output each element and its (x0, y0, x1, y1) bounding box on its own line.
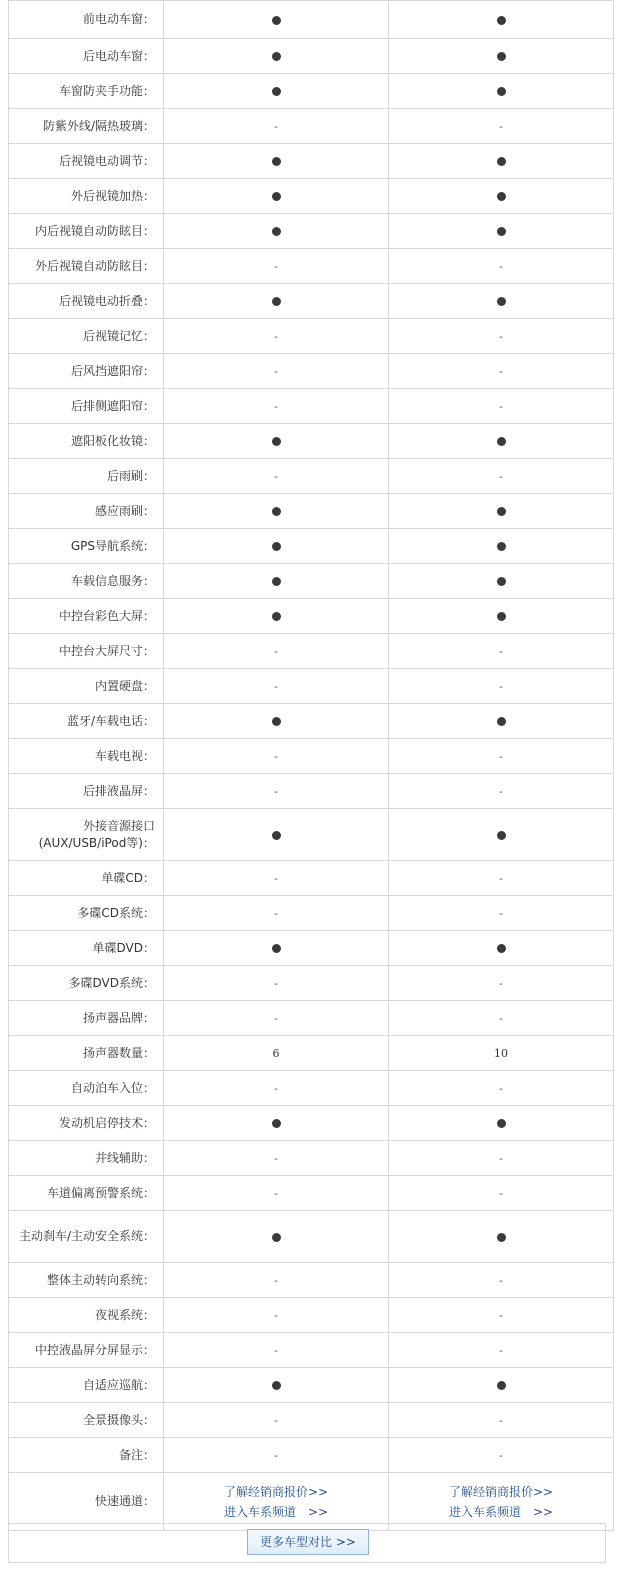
spec-row (9, 931, 614, 966)
spec-row (9, 39, 614, 74)
not-available-mark: - (499, 365, 503, 378)
standard-equipped-icon (272, 16, 281, 25)
not-available-mark: - (274, 1309, 278, 1322)
standard-equipped-icon (272, 437, 281, 446)
not-available-mark: - (499, 977, 503, 990)
standard-equipped-icon (497, 612, 506, 621)
standard-equipped-icon (272, 52, 281, 61)
spec-value-model-2 (389, 74, 614, 109)
standard-equipped-icon (497, 52, 506, 61)
not-available-mark: - (274, 750, 278, 763)
spec-value-model-2 (389, 704, 614, 739)
standard-equipped-icon (272, 944, 281, 953)
standard-equipped-icon (272, 157, 281, 166)
not-available-mark: - (499, 1187, 503, 1200)
spec-row (9, 896, 614, 931)
spec-value-model-1 (164, 669, 389, 704)
not-available-mark: - (499, 907, 503, 920)
not-available-mark: - (274, 1449, 278, 1462)
spec-value-model-2 (389, 1368, 614, 1403)
spec-value-model-1 (164, 179, 389, 214)
spec-value-model-2 (389, 1071, 614, 1106)
spec-value-model-2 (389, 1403, 614, 1438)
standard-equipped-icon (497, 577, 506, 586)
spec-value-model-1 (164, 1368, 389, 1403)
spec-label: 自动泊车入位： (9, 1071, 164, 1106)
spec-number: 10 (494, 1047, 508, 1060)
spec-label: 遮阳板化妆镜： (9, 424, 164, 459)
dealer-price-link[interactable]: 了解经销商报价>> (223, 1484, 329, 1499)
spec-label: 多碟CD系统： (9, 896, 164, 931)
not-available-mark: - (499, 1344, 503, 1357)
spec-value-model-1 (164, 564, 389, 599)
quick-access-row (9, 1473, 614, 1531)
spec-value-model-1 (164, 109, 389, 144)
standard-equipped-icon (272, 297, 281, 306)
spec-row (9, 1438, 614, 1473)
spec-row (9, 1263, 614, 1298)
spec-label: 后电动车窗： (9, 39, 164, 74)
not-available-mark: - (274, 680, 278, 693)
spec-value-model-1 (164, 739, 389, 774)
spec-label: 单碟DVD： (9, 931, 164, 966)
spec-row (9, 389, 614, 424)
spec-label: 外接音源接口(AUX/USB/iPod等)： (9, 809, 164, 861)
standard-equipped-icon (272, 831, 281, 840)
spec-value-model-2 (389, 284, 614, 319)
spec-label: 后风挡遮阳帘： (9, 354, 164, 389)
standard-equipped-icon (272, 227, 281, 236)
spec-label: 中控台大屏尺寸： (9, 634, 164, 669)
spec-row (9, 1071, 614, 1106)
not-available-mark: - (274, 1344, 278, 1357)
not-available-mark: - (499, 1082, 503, 1095)
spec-value-model-2 (389, 1438, 614, 1473)
not-available-mark: - (274, 470, 278, 483)
spec-label: 主动刹车/主动安全系统： (9, 1211, 164, 1263)
standard-equipped-icon (272, 192, 281, 201)
spec-body (9, 1, 614, 1473)
not-available-mark: - (274, 907, 278, 920)
spec-value-model-2 (389, 1263, 614, 1298)
spec-row (9, 809, 614, 861)
spec-value-model-2 (389, 599, 614, 634)
quick-links-model-1 (164, 1473, 389, 1531)
standard-equipped-icon (272, 1381, 281, 1390)
spec-value-model-1 (164, 214, 389, 249)
spec-row (9, 774, 614, 809)
standard-equipped-icon (272, 612, 281, 621)
not-available-mark: - (274, 645, 278, 658)
not-available-mark: - (274, 1187, 278, 1200)
spec-value-model-2 (389, 896, 614, 931)
spec-label: 后视镜记忆： (9, 319, 164, 354)
spec-row (9, 459, 614, 494)
standard-equipped-icon (272, 542, 281, 551)
spec-value-model-1 (164, 1403, 389, 1438)
spec-row (9, 109, 614, 144)
standard-equipped-icon (497, 944, 506, 953)
spec-value-model-2 (389, 1106, 614, 1141)
spec-row (9, 1001, 614, 1036)
compare-footer (8, 1523, 606, 1563)
spec-label: 单碟CD： (9, 861, 164, 896)
spec-row (9, 669, 614, 704)
spec-row (9, 1176, 614, 1211)
spec-row (9, 1, 614, 39)
spec-value-model-1 (164, 319, 389, 354)
spec-label: 扬声器数量： (9, 1036, 164, 1071)
spec-value-model-1 (164, 529, 389, 564)
spec-row (9, 966, 614, 1001)
spec-value-model-2 (389, 319, 614, 354)
spec-value-model-2 (389, 809, 614, 861)
spec-label: 车载信息服务： (9, 564, 164, 599)
standard-equipped-icon (272, 87, 281, 96)
not-available-mark: - (499, 1012, 503, 1025)
spec-label: 发动机启停技术： (9, 1106, 164, 1141)
spec-value-model-1 (164, 1106, 389, 1141)
spec-value-model-2 (389, 529, 614, 564)
spec-value-model-2 (389, 144, 614, 179)
more-models-compare-button[interactable]: 更多车型对比 >> (247, 1529, 369, 1555)
spec-label: 并线辅助： (9, 1141, 164, 1176)
spec-value-model-2 (389, 1, 614, 39)
not-available-mark: - (274, 1414, 278, 1427)
spec-value-model-1 (164, 1071, 389, 1106)
standard-equipped-icon (272, 1233, 281, 1242)
series-channel-link[interactable]: 进入车系频道 >> (448, 1504, 554, 1519)
not-available-mark: - (499, 120, 503, 133)
quick-access-label: 快速通道： (9, 1473, 164, 1531)
standard-equipped-icon (497, 542, 506, 551)
spec-label: 外后视镜加热： (9, 179, 164, 214)
spec-value-model-1 (164, 599, 389, 634)
not-available-mark: - (499, 470, 503, 483)
spec-label: 后雨刷： (9, 459, 164, 494)
not-available-mark: - (499, 1274, 503, 1287)
not-available-mark: - (499, 1309, 503, 1322)
spec-label: 防紫外线/隔热玻璃： (9, 109, 164, 144)
not-available-mark: - (274, 1012, 278, 1025)
spec-label: 蓝牙/车载电话： (9, 704, 164, 739)
spec-row (9, 529, 614, 564)
standard-equipped-icon (272, 577, 281, 586)
spec-label: 车窗防夹手功能： (9, 74, 164, 109)
spec-value-model-2 (389, 564, 614, 599)
not-available-mark: - (274, 977, 278, 990)
standard-equipped-icon (497, 192, 506, 201)
quick-links-model-2 (389, 1473, 614, 1531)
spec-value-model-1 (164, 1176, 389, 1211)
spec-label: 后视镜电动调节： (9, 144, 164, 179)
spec-value-model-2 (389, 389, 614, 424)
spec-value-model-2 (389, 1001, 614, 1036)
spec-value-model-2 (389, 1211, 614, 1263)
standard-equipped-icon (497, 297, 506, 306)
not-available-mark: - (499, 645, 503, 658)
not-available-mark: - (499, 785, 503, 798)
spec-row (9, 704, 614, 739)
spec-value-model-1 (164, 1333, 389, 1368)
standard-equipped-icon (497, 227, 506, 236)
not-available-mark: - (274, 330, 278, 343)
spec-value-model-1 (164, 634, 389, 669)
spec-row (9, 144, 614, 179)
spec-label: 扬声器品牌： (9, 1001, 164, 1036)
spec-number: 6 (272, 1047, 280, 1060)
spec-label: 全景摄像头： (9, 1403, 164, 1438)
spec-value-model-1 (164, 249, 389, 284)
spec-value-model-2 (389, 494, 614, 529)
spec-value-model-2 (389, 861, 614, 896)
spec-row (9, 284, 614, 319)
spec-label: 多碟DVD系统： (9, 966, 164, 1001)
spec-label: 车道偏离预警系统： (9, 1176, 164, 1211)
spec-value-model-1 (164, 809, 389, 861)
spec-value-model-1 (164, 931, 389, 966)
spec-value-model-2 (389, 39, 614, 74)
spec-value-model-1 (164, 704, 389, 739)
spec-row (9, 1211, 614, 1263)
spec-row (9, 424, 614, 459)
spec-value-model-2 (389, 1176, 614, 1211)
spec-row (9, 634, 614, 669)
spec-label: 后排侧遮阳帘： (9, 389, 164, 424)
spec-value-model-2 (389, 1333, 614, 1368)
spec-label: 感应雨刷： (9, 494, 164, 529)
not-available-mark: - (499, 1152, 503, 1165)
spec-label: GPS导航系统： (9, 529, 164, 564)
spec-label: 后排液晶屏： (9, 774, 164, 809)
standard-equipped-icon (272, 1119, 281, 1128)
spec-value-model-2 (389, 739, 614, 774)
spec-table (8, 0, 614, 1531)
spec-value-model-2 (389, 669, 614, 704)
not-available-mark: - (499, 1414, 503, 1427)
spec-label: 车载电视： (9, 739, 164, 774)
spec-row (9, 1333, 614, 1368)
not-available-mark: - (274, 785, 278, 798)
spec-value-model-1 (164, 966, 389, 1001)
spec-value-model-2 (389, 459, 614, 494)
spec-row (9, 494, 614, 529)
spec-row (9, 319, 614, 354)
spec-value-model-2 (389, 931, 614, 966)
standard-equipped-icon (272, 507, 281, 516)
spec-value-model-1 (164, 424, 389, 459)
not-available-mark: - (499, 330, 503, 343)
spec-row (9, 1141, 614, 1176)
standard-equipped-icon (497, 1381, 506, 1390)
standard-equipped-icon (497, 717, 506, 726)
standard-equipped-icon (497, 507, 506, 516)
spec-value-model-1 (164, 1, 389, 39)
spec-value-model-2 (389, 214, 614, 249)
spec-row (9, 1106, 614, 1141)
not-available-mark: - (499, 260, 503, 273)
spec-value-model-2 (389, 634, 614, 669)
spec-value-model-1 (164, 389, 389, 424)
spec-row (9, 214, 614, 249)
spec-row (9, 1036, 614, 1071)
standard-equipped-icon (497, 157, 506, 166)
spec-value-model-1 (164, 861, 389, 896)
spec-value-model-2 (389, 424, 614, 459)
spec-value-model-2 (389, 249, 614, 284)
spec-value-model-1 (164, 896, 389, 931)
quick-access-section (9, 1473, 614, 1531)
series-channel-link[interactable]: 进入车系频道 >> (223, 1504, 329, 1519)
spec-label: 备注： (9, 1438, 164, 1473)
spec-row (9, 599, 614, 634)
spec-row (9, 1368, 614, 1403)
standard-equipped-icon (497, 1233, 506, 1242)
spec-value-model-1 (164, 774, 389, 809)
spec-row (9, 249, 614, 284)
not-available-mark: - (274, 1152, 278, 1165)
not-available-mark: - (274, 1274, 278, 1287)
spec-label: 外后视镜自动防眩目： (9, 249, 164, 284)
spec-label: 后视镜电动折叠： (9, 284, 164, 319)
not-available-mark: - (499, 1449, 503, 1462)
spec-label: 整体主动转向系统： (9, 1263, 164, 1298)
standard-equipped-icon (497, 831, 506, 840)
spec-label: 中控台彩色大屏： (9, 599, 164, 634)
spec-value-model-1 (164, 1141, 389, 1176)
spec-value-model-1 (164, 1001, 389, 1036)
not-available-mark: - (274, 400, 278, 413)
spec-row (9, 861, 614, 896)
spec-value-model-1 (164, 459, 389, 494)
spec-value-model-1 (164, 284, 389, 319)
standard-equipped-icon (497, 1119, 506, 1128)
not-available-mark: - (274, 872, 278, 885)
spec-value-model-2 (389, 774, 614, 809)
not-available-mark: - (499, 872, 503, 885)
not-available-mark: - (274, 260, 278, 273)
standard-equipped-icon (497, 87, 506, 96)
standard-equipped-icon (497, 437, 506, 446)
spec-row (9, 1298, 614, 1333)
spec-value-model-1 (164, 494, 389, 529)
spec-row (9, 739, 614, 774)
not-available-mark: - (274, 1082, 278, 1095)
spec-row (9, 179, 614, 214)
spec-value-model-2 (389, 1298, 614, 1333)
not-available-mark: - (274, 365, 278, 378)
spec-label: 前电动车窗： (9, 1, 164, 39)
spec-value-model-1 (164, 1298, 389, 1333)
spec-label: 中控液晶屏分屏显示： (9, 1333, 164, 1368)
spec-value-model-1 (164, 1263, 389, 1298)
spec-label: 夜视系统： (9, 1298, 164, 1333)
spec-row (9, 354, 614, 389)
spec-label: 内置硬盘： (9, 669, 164, 704)
not-available-mark: - (499, 750, 503, 763)
spec-value-model-2 (389, 1036, 614, 1071)
spec-value-model-2 (389, 179, 614, 214)
spec-row (9, 74, 614, 109)
spec-value-model-1 (164, 354, 389, 389)
spec-row (9, 564, 614, 599)
not-available-mark: - (499, 400, 503, 413)
spec-value-model-2 (389, 966, 614, 1001)
not-available-mark: - (274, 120, 278, 133)
not-available-mark: - (499, 680, 503, 693)
spec-row (9, 1403, 614, 1438)
spec-value-model-1 (164, 1036, 389, 1071)
standard-equipped-icon (497, 16, 506, 25)
spec-value-model-2 (389, 109, 614, 144)
spec-value-model-1 (164, 74, 389, 109)
spec-label: 自适应巡航： (9, 1368, 164, 1403)
spec-value-model-1 (164, 1211, 389, 1263)
spec-value-model-1 (164, 144, 389, 179)
spec-value-model-1 (164, 1438, 389, 1473)
spec-label: 内后视镜自动防眩目： (9, 214, 164, 249)
standard-equipped-icon (272, 717, 281, 726)
dealer-price-link[interactable]: 了解经销商报价>> (448, 1484, 554, 1499)
spec-value-model-1 (164, 39, 389, 74)
spec-value-model-2 (389, 354, 614, 389)
spec-value-model-2 (389, 1141, 614, 1176)
